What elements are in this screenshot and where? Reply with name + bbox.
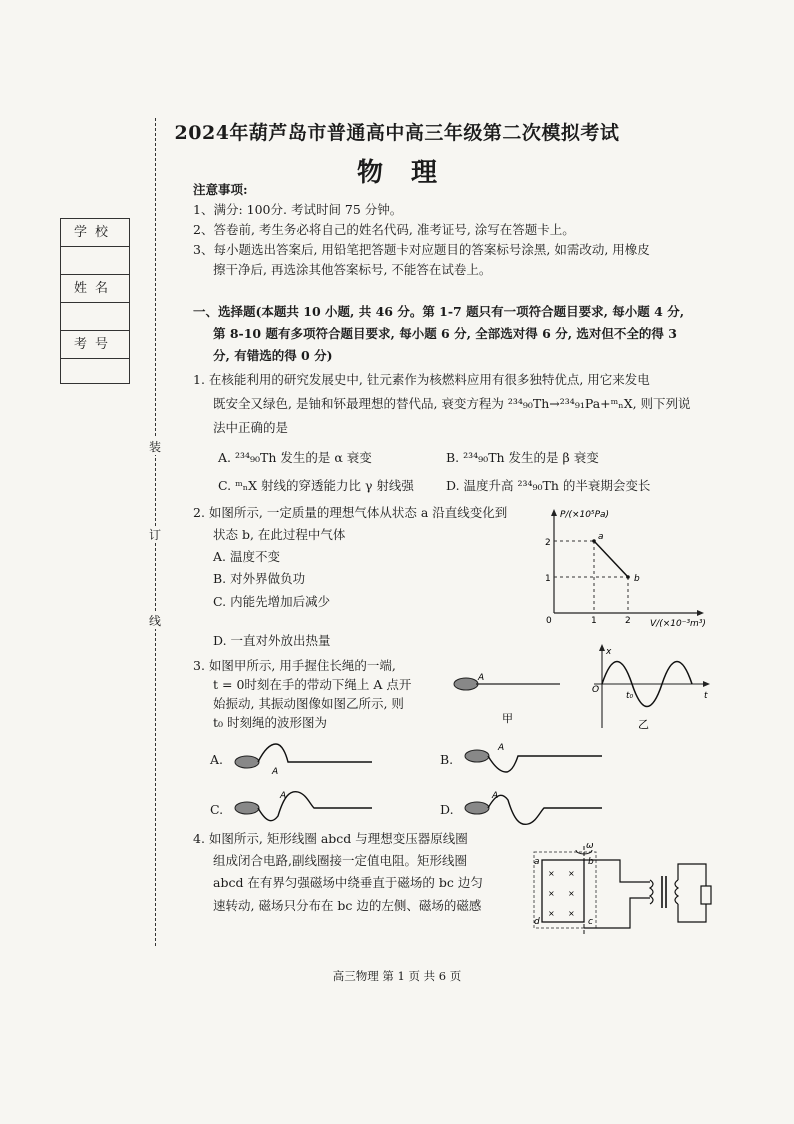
- q2-option-c[interactable]: C. 内能先增加后减少: [213, 594, 331, 609]
- q3-option-d-figure[interactable]: [462, 788, 612, 828]
- state-point-a: [592, 539, 596, 543]
- omega-label: ω: [586, 842, 594, 851]
- q2-option-a[interactable]: A. 温度不变: [213, 549, 280, 564]
- notes-heading: 注意事项:: [193, 182, 248, 197]
- q3-option-c-figure[interactable]: [232, 788, 382, 828]
- label-b: b: [588, 857, 594, 867]
- name-label: 姓名: [61, 275, 129, 303]
- t-label: t: [704, 691, 708, 701]
- origin-label: O: [592, 685, 600, 695]
- q1-stem: 既安全又绿色, 是铀和钚最理想的替代品, 衰变方程为 ²³⁴₉₀Th→²³⁴₉₁Pa+ᵐₙX, 则下列说: [213, 396, 691, 411]
- wave-shape: [258, 792, 372, 821]
- notes-item: 3、每小题选出答案后, 用铅笔把答题卡对应题目的答案标号涂黑, 如需改动, 用橡皮: [193, 242, 650, 257]
- x-label: x: [606, 647, 612, 657]
- binding-char-xian: 线: [148, 614, 161, 628]
- x-axis-label: V/(×10⁻³m³): [650, 619, 706, 629]
- q3-option-b-label[interactable]: B.: [440, 752, 454, 767]
- y-tick-1: 1: [545, 574, 551, 584]
- q4-stem: 4. 如图所示, 矩形线圈 abcd 与理想变压器原线圈: [193, 831, 468, 846]
- page-footer: 高三物理 第 1 页 共 6 页: [332, 969, 462, 983]
- field-mark: ×: [548, 869, 555, 878]
- exam-title: 2024年葫芦岛市普通高中高三年级第二次模拟考试: [174, 122, 620, 144]
- field-mark: ×: [568, 889, 575, 898]
- wave-shape: [488, 756, 602, 772]
- school-field[interactable]: [61, 247, 129, 275]
- subject-title: 物理: [356, 158, 465, 188]
- exam-number-label: 考号: [61, 331, 129, 359]
- point-b-label: b: [634, 574, 640, 584]
- figure-yi-label: 乙: [638, 718, 649, 731]
- secondary-coil: [675, 880, 678, 904]
- secondary-wire: [678, 904, 706, 922]
- q1-stem: 1. 在核能利用的研究发展史中, 钍元素作为核燃料应用有很多独特优点, 用它来发电: [193, 372, 650, 387]
- primary-wire: [584, 860, 650, 882]
- secondary-wire: [678, 864, 706, 886]
- point-a-label: A: [280, 791, 287, 801]
- axis-arrow: [599, 644, 605, 651]
- label-a: a: [534, 857, 540, 867]
- y-tick-2: 2: [545, 538, 551, 548]
- wave-shape: [258, 744, 372, 762]
- y-axis-arrow: [551, 509, 557, 516]
- section-heading: 分, 有错选的得 0 分): [213, 348, 333, 363]
- origin-label: 0: [546, 616, 552, 626]
- q1-option-d[interactable]: D. 温度升高 ²³⁴₉₀Th 的半衰期会变长: [446, 478, 651, 493]
- q2-option-b[interactable]: B. 对外界做负功: [213, 571, 306, 586]
- hand-icon: [465, 802, 489, 814]
- q2-option-d[interactable]: D. 一直对外放出热量: [213, 633, 331, 648]
- state-point-b: [626, 575, 630, 579]
- q4-circuit-figure: [520, 842, 720, 942]
- q3-stem: t = 0时刻在手的带动下绳上 A 点开: [213, 677, 412, 692]
- q3-stem: 3. 如图甲所示, 用手握住长绳的一端,: [193, 658, 396, 673]
- section-heading: 一、选择题(本题共 10 小题, 共 46 分。第 1-7 题只有一项符合题目要求, 每小题 4 分,: [193, 304, 685, 319]
- figure-jia-label: 甲: [502, 712, 513, 725]
- label-d: d: [534, 917, 540, 927]
- point-a-label: A: [498, 743, 505, 753]
- field-mark: ×: [568, 909, 575, 918]
- name-field[interactable]: [61, 303, 129, 331]
- point-a-label: A: [492, 791, 499, 801]
- field-mark: ×: [568, 869, 575, 878]
- hand-icon: [454, 678, 478, 690]
- section-heading: 第 8-10 题有多项符合题目要求, 每小题 6 分, 全部选对得 6 分, 选对但不全的得 3: [213, 326, 677, 341]
- hand-icon: [465, 750, 489, 762]
- point-a-label: A: [272, 767, 279, 776]
- point-a-label: A: [478, 673, 485, 683]
- q1-option-c[interactable]: C. ᵐₙX 射线的穿透能力比 γ 射线强: [218, 478, 414, 493]
- primary-wire: [584, 898, 650, 928]
- x-tick-2: 2: [625, 616, 631, 626]
- hand-icon: [235, 802, 259, 814]
- primary-coil: [650, 880, 653, 904]
- q3-option-a-figure[interactable]: [232, 740, 382, 776]
- field-mark: ×: [548, 889, 555, 898]
- point-a-label: a: [598, 532, 604, 542]
- notes-item: 1、满分: 100分. 考试时间 75 分钟。: [193, 202, 403, 217]
- hand-icon: [235, 756, 259, 768]
- q3-stem: t₀ 时刻绳的波形图为: [213, 715, 328, 730]
- school-label: 学校: [61, 219, 129, 247]
- q3-figure-yi: [588, 642, 714, 732]
- binding-char-ding: 订: [148, 528, 161, 542]
- q1-option-b[interactable]: B. ²³⁴₉₀Th 发生的是 β 衰变: [446, 450, 599, 465]
- student-info-box: [60, 218, 130, 384]
- q3-option-d-label[interactable]: D.: [440, 802, 454, 817]
- q3-figure-jia: [448, 662, 568, 726]
- axis-arrow: [703, 681, 710, 687]
- magnetic-field-region: [534, 852, 596, 928]
- t0-label: t₀: [626, 691, 634, 701]
- q4-stem: 速转动, 磁场只分布在 bc 边的左侧、磁场的磁感: [213, 898, 482, 913]
- resistor-icon: [701, 886, 711, 904]
- binding-char-zhuang: 装: [148, 440, 161, 454]
- notes-item: 2、答卷前, 考生务必将自己的姓名代码, 准考证号, 涂写在答题卡上。: [193, 222, 575, 237]
- q4-stem: abcd 在有界匀强磁场中绕垂直于磁场的 bc 边匀: [213, 875, 483, 890]
- q4-stem: 组成闭合电路,副线圈接一定值电阻。矩形线圈: [213, 853, 467, 868]
- q1-stem: 法中正确的是: [213, 420, 289, 435]
- wave-shape: [488, 795, 602, 824]
- q3-option-c-label[interactable]: C.: [210, 802, 224, 817]
- x-tick-1: 1: [591, 616, 597, 626]
- q2-stem: 2. 如图所示, 一定质量的理想气体从状态 a 沿直线变化到: [193, 505, 508, 520]
- q3-stem: 始振动, 其振动图像如图乙所示, 则: [213, 696, 404, 711]
- q3-option-b-figure[interactable]: [462, 740, 612, 776]
- field-mark: ×: [548, 909, 555, 918]
- q2-pv-graph: [530, 505, 720, 630]
- q3-option-a-label[interactable]: A.: [210, 752, 224, 767]
- y-axis-label: P/(×10⁵Pa): [560, 510, 610, 520]
- exam-number-field[interactable]: [61, 359, 129, 386]
- q2-stem: 状态 b, 在此过程中气体: [213, 527, 346, 542]
- process-line: [594, 541, 628, 577]
- notes-item: 擦干净后, 再选涂其他答案标号, 不能答在试卷上。: [213, 262, 492, 277]
- label-c: c: [588, 917, 593, 927]
- q1-option-a[interactable]: A. ²³⁴₉₀Th 发生的是 α 衰变: [218, 450, 372, 465]
- x-axis-arrow: [697, 610, 704, 616]
